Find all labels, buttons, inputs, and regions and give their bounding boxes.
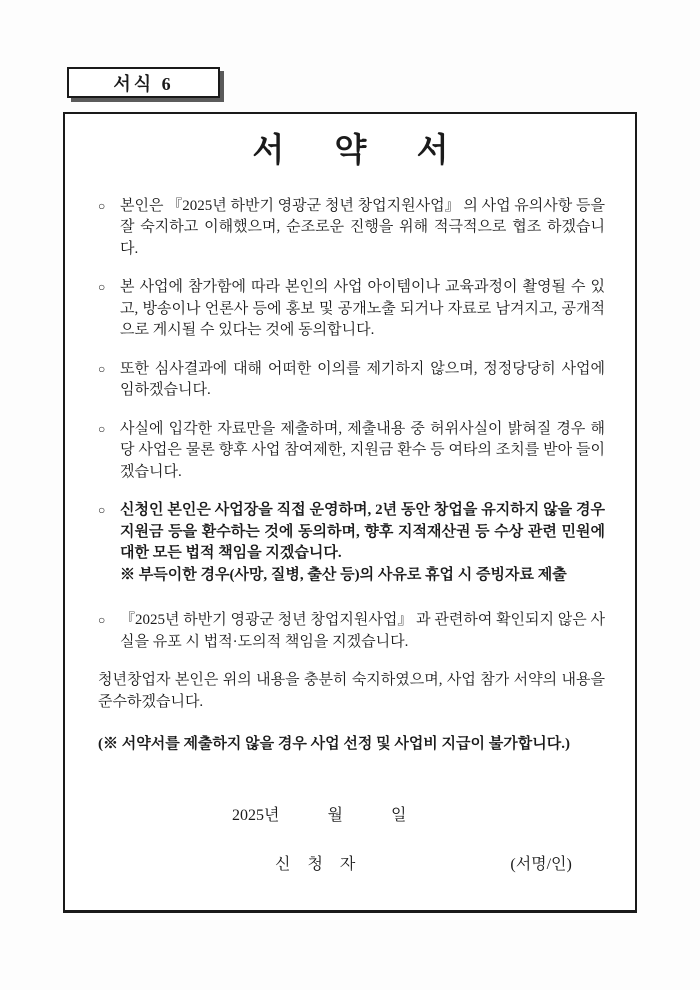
bullet-icon: ○ [98,421,106,436]
pledge-item [98,500,605,586]
pledge-item-text [120,500,605,586]
pledge-item-body: 사실에 입각한 자료만을 제출하며, 제출내용 중 허위사실이 밝혀질 경우 해당 사업은 물론 향후 사업 참여제한, 지원금 환수 등 여타의 조치를 받아 들이겠습니다. [120,420,605,480]
applicant-label: 신 청 자 [275,855,359,873]
pledge-document [63,112,637,913]
form-number-box [67,67,220,98]
pledge-item-body: 본 사업에 참가함에 따라 본인의 사업 아이템이나 교육과정이 촬영될 수 있고, 방송이나 언론사 등에 홍보 및 공개노출 되거나 자료로 남겨지고, 공개적으로 게시될 수 있다는 것에 동의합니다. [120,279,605,339]
pledge-item-body: 신청인 본인은 사업장을 직접 운영하며, 2년 동안 창업을 유지하지 않을 경우 지원금 등을 환수하는 것에 동의하며, 향후 지적재산권 등 수상 관련 민원에 대한 모든 법적 책임을 지겠습니다. [120,502,605,562]
closing-paragraph: 청년창업자 본인은 위의 내용을 충분히 숙지하였으며, 사업 참가 서약의 내용을 준수하겠습니다. [98,672,605,710]
pledge-item-body: 본인은 『2025년 하반기 영광군 청년 창업지원사업』 의 사업 유의사항 등을 잘 숙지하고 이해했으며, 순조로운 진행을 위해 적극적으로 협조 하겠습니다. [120,197,605,257]
bullet-icon: ○ [98,280,106,295]
form-number-label: 서식 6 [113,73,174,94]
date-month-label: 월 [327,806,343,824]
pledge-item [98,277,605,342]
pledge-items [98,196,605,654]
pledge-item-text [120,196,605,261]
pledge-item [98,196,605,261]
pledge-item-text [120,610,605,653]
signature-line [98,851,605,874]
date-year: 2025년 [232,806,280,824]
signature-seal-label: (서명/인) [510,855,572,873]
bullet-icon: ○ [98,503,106,518]
date-day-label: 일 [390,806,407,824]
pledge-item [98,359,605,402]
bullet-icon: ○ [98,613,106,628]
date-line [98,802,605,825]
pledge-item-note: ※ 부득이한 경우(사망, 질병, 출산 등)의 사유로 휴업 시 증빙자료 제출 [120,566,567,583]
pledge-item [98,419,605,484]
document-title: 서 약 서 [252,133,451,169]
bullet-icon: ○ [98,361,106,376]
pledge-item-text [120,419,605,484]
pledge-item-text [120,277,605,342]
pledge-item-body: 또한 심사결과에 대해 어떠한 이의를 제기하지 않으며, 정정당당히 사업에 임하겠습니다. [120,360,605,399]
bullet-icon: ○ [98,198,106,213]
pledge-item [98,610,605,653]
pledge-item-text [120,359,605,402]
pledge-item-body: 『2025년 하반기 영광군 청년 창업지원사업』 과 관련하여 확인되지 않은 사실을 유포 시 법적·도의적 책임을 지겠습니다. [120,612,605,650]
submission-warning: (※ 서약서를 제출하지 않을 경우 사업 선정 및 사업비 지급이 불가합니다.) [98,736,570,753]
